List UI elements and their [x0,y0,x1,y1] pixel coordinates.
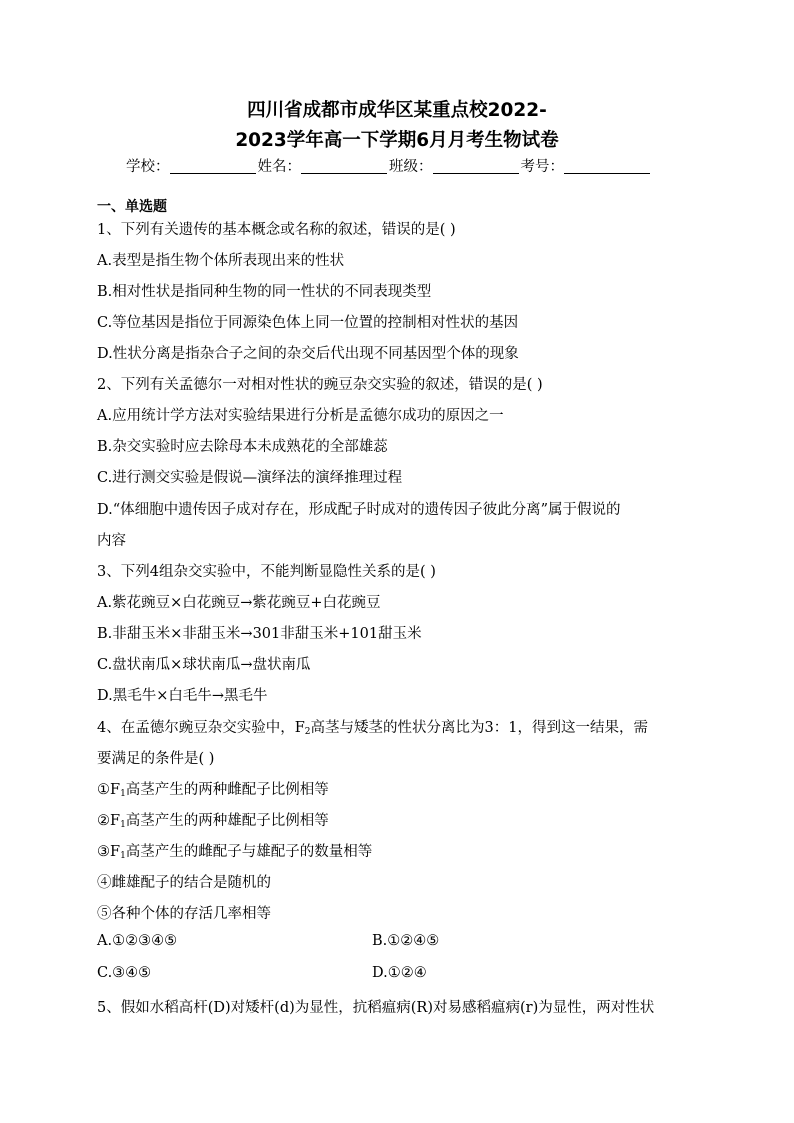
q1-option-c: C.等位基因是指位于同源染色体上同一位置的控制相对性状的基因 [97,315,519,331]
q3-stem: 3、下列4组杂交实验中，不能判断显隐性关系的是( ) [97,564,436,580]
q4-stem-sub: 2 [304,727,311,737]
q4-stem-pre: 4、在孟德尔豌豆杂交实验中，F [97,720,305,736]
school-blank [170,159,256,174]
exam-title-line2: 2023学年高一下学期6月月考生物试卷 [235,130,559,151]
q4-stem-post: 高茎与矮茎的性状分离比为3：1，得到这一结果，需 [310,720,648,736]
q4-stem [97,716,648,737]
name-blank [301,159,387,174]
q4-item-1-sub: 1 [120,789,126,799]
q5-stem: 5、假如水稻高杆(D)对矮杆(d)为显性，抗稻瘟病(R)对易感稻瘟病(r)为显性，两对性状 [97,1000,655,1016]
q4-item-5: ⑤各种个体的存活几率相等 [97,906,271,922]
q4-option-a: A.①②③④⑤ [97,933,178,949]
q4-item-2-pre: ②F [97,813,121,829]
q2-option-d-cont: 内容 [97,533,126,549]
q2-option-b: B.杂交实验时应去除母本未成熟花的全部雄蕊 [97,439,388,455]
q3-option-b: B.非甜玉米×非甜玉米→301非甜玉米+101甜玉米 [97,626,422,642]
q3-option-d: D.黑毛牛×白毛牛→黑毛牛 [97,688,268,704]
class-blank [433,159,519,174]
q4-item-2-sub: 1 [120,820,126,830]
name-label: 姓名： [257,159,301,175]
q2-option-d: D.“体细胞中遗传因子成对存在，形成配子时成对的遗传因子彼此分离”属于假说的 [97,502,621,518]
q4-item-4: ④雌雄配子的结合是随机的 [97,875,271,891]
exam-title-line1: 四川省成都市成华区某重点校2022- [247,100,547,121]
q4-item-1-post: 高茎产生的两种雌配子比例相等 [125,782,329,798]
q2-option-c: C.进行测交实验是假说—演绎法的演绎推理过程 [97,470,403,486]
q4-item-2-post: 高茎产生的两种雄配子比例相等 [125,813,329,829]
exam-no-blank [564,159,650,174]
q4-item-3-sub: 1 [120,851,126,861]
q4-option-b: B.①②④⑤ [372,933,440,949]
q4-item-3-pre: ③F [97,844,121,860]
q4-item-3-post: 高茎产生的雌配子与雄配子的数量相等 [125,844,373,860]
exam-no-label: 考号： [520,159,564,175]
q2-option-a: A.应用统计学方法对实验结果进行分析是孟德尔成功的原因之一 [97,408,504,424]
q1-option-b: B.相对性状是指同种生物的同一性状的不同表现类型 [97,284,432,300]
q3-option-c: C.盘状南瓜×球状南瓜→盘状南瓜 [97,657,311,673]
q4-option-d: D.①②④ [372,965,427,981]
q4-stem-cont: 要满足的条件是( ) [97,751,215,767]
q4-item-2 [97,809,329,830]
q3-option-a: A.紫花豌豆×白花豌豆→紫花豌豆+白花豌豆 [97,595,381,611]
q4-option-c: C.③④⑤ [97,965,152,981]
school-label: 学校： [126,159,170,175]
q1-stem: 1、下列有关遗传的基本概念或名称的叙述，错误的是( ) [97,222,456,238]
q4-item-1 [97,778,329,799]
section-heading: 一、单选题 [97,199,167,215]
student-info-row [126,155,652,176]
class-label: 班级： [389,159,433,175]
q4-item-3 [97,840,372,861]
q4-item-1-pre: ①F [97,782,121,798]
q1-option-d: D.性状分离是指杂合子之间的杂交后代出现不同基因型个体的现象 [97,346,519,362]
q2-stem: 2、下列有关孟德尔一对相对性状的豌豆杂交实验的叙述，错误的是( ) [97,377,543,393]
q1-option-a: A.表型是指生物个体所表现出来的性状 [97,253,345,269]
